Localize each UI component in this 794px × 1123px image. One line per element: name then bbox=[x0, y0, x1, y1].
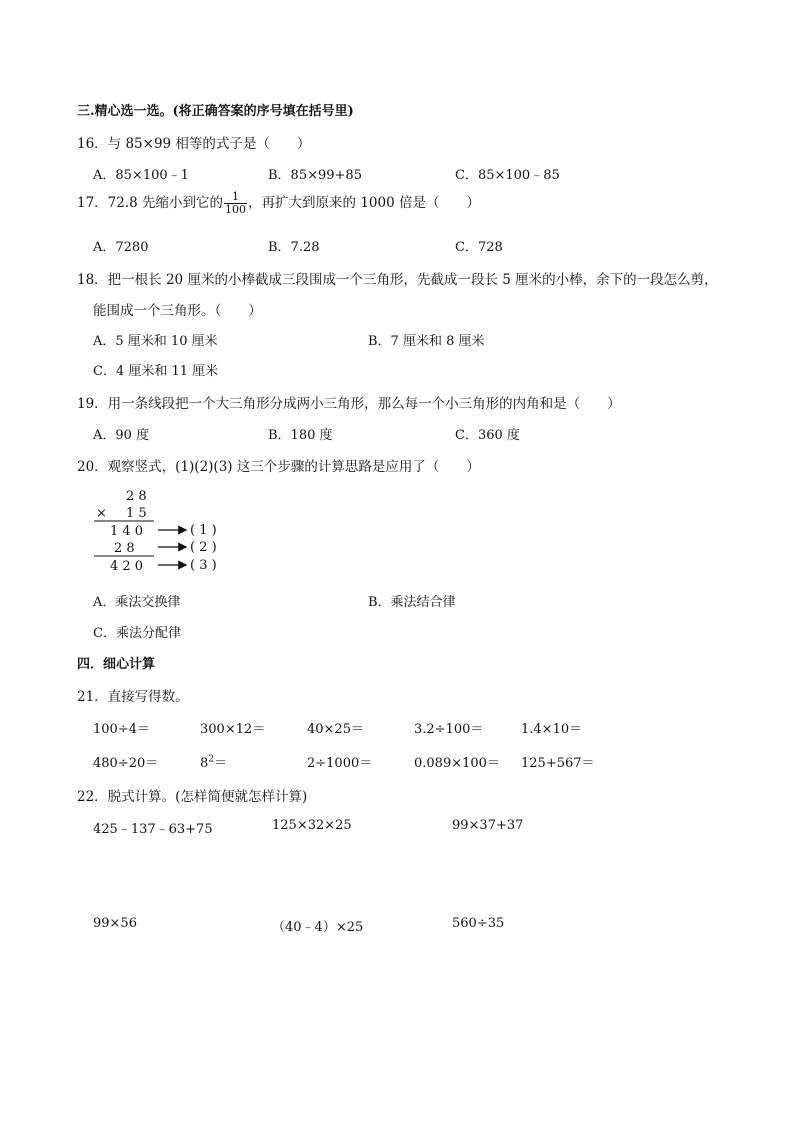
q18-option-a: A．5 厘米和 10 厘米 bbox=[93, 334, 218, 349]
q22-stem: 22．脱式计算。(怎样简便就怎样计算) bbox=[77, 789, 308, 805]
vertical-multiplication bbox=[80, 484, 240, 580]
q21-r1-item4: 3.2÷100＝ bbox=[414, 722, 484, 737]
q16-option-c: C．85×100﹣85 bbox=[455, 168, 560, 183]
q18-stem-line1: 18．把一根长 20 厘米的小棒截成三段围成一个三角形，先截成一段长 5 厘米的小棒，余下的一段怎么剪， bbox=[77, 272, 718, 288]
vm-multiply-sign: × bbox=[96, 506, 107, 521]
q20-stem: 20．观察竖式，(1)(2)(3) 这三个步骤的计算思路是应用了（ ） bbox=[77, 459, 480, 475]
vm-result: 4 2 0 bbox=[110, 559, 144, 574]
q21-r2-item2 bbox=[200, 752, 227, 771]
vm-partial-1: 1 4 0 bbox=[110, 524, 144, 539]
q22-r1-item3: 99×37+37 bbox=[452, 818, 524, 833]
q19-option-b: B．180 度 bbox=[268, 428, 333, 443]
q21-r2-item4: 0.089×100＝ bbox=[414, 756, 500, 771]
q19-option-c: C．360 度 bbox=[455, 428, 520, 443]
vm-multiplier: 1 5 bbox=[126, 506, 147, 521]
q22-r2-item3: 560÷35 bbox=[452, 916, 505, 931]
q17-option-c: C．728 bbox=[455, 240, 503, 255]
q17-stem-pre: 17．72.8 先缩小到它的 bbox=[77, 195, 224, 211]
q21-power-equals: ＝ bbox=[214, 756, 228, 771]
q21-r1-item2: 300×12＝ bbox=[200, 722, 266, 737]
vm-step-1: ( 1 ) bbox=[190, 523, 217, 538]
vm-partial-2: 2 8 bbox=[114, 541, 135, 556]
q16-stem: 16．与 85×99 相等的式子是（ ） bbox=[77, 136, 311, 152]
q22-r1-item1: 425﹣137﹣63+75 bbox=[93, 822, 213, 837]
q22-r2-item2: （40﹣4）×25 bbox=[272, 920, 364, 935]
q21-r2-item5: 125+567＝ bbox=[521, 756, 595, 771]
q20-option-a: A．乘法交换律 bbox=[93, 595, 181, 610]
q20-option-b: B．乘法结合律 bbox=[368, 595, 456, 610]
vm-step-3: ( 3 ) bbox=[190, 558, 217, 573]
q17-frac-den: 100 bbox=[225, 203, 247, 216]
q21-stem: 21．直接写得数。 bbox=[77, 689, 189, 705]
q21-power-base: 8 bbox=[200, 756, 209, 771]
section-4-title: 四．细心计算 bbox=[77, 657, 156, 672]
vm-step-2: ( 2 ) bbox=[190, 540, 217, 555]
q17-fraction bbox=[224, 191, 247, 216]
q16-option-a: A．85×100﹣1 bbox=[93, 168, 189, 183]
q19-stem: 19．用一条线段把一个大三角形分成两小三角形，那么每一个小三角形的内角和是（ ） bbox=[77, 396, 621, 412]
q17-option-a: A．7280 bbox=[93, 240, 149, 255]
vm-top-number: 2 8 bbox=[126, 489, 147, 504]
q19-option-a: A．90 度 bbox=[93, 428, 150, 443]
q21-r1-item3: 40×25＝ bbox=[307, 722, 364, 737]
q18-stem-line2: 能围成一个三角形。（ ） bbox=[93, 303, 262, 319]
q18-option-c: C．4 厘米和 11 厘米 bbox=[93, 364, 219, 379]
q22-r1-item2: 125×32×25 bbox=[272, 818, 352, 833]
q17-option-b: B．7.28 bbox=[268, 240, 320, 255]
section-3-title: 三.精心选一选。(将正确答案的序号填在括号里) bbox=[77, 104, 354, 119]
q18-option-b: B．7 厘米和 8 厘米 bbox=[368, 334, 485, 349]
q21-r1-item1: 100÷4＝ bbox=[93, 722, 150, 737]
q17-stem bbox=[77, 191, 480, 216]
q20-option-c: C．乘法分配律 bbox=[93, 626, 181, 641]
q21-power-exponent: 2 bbox=[208, 754, 215, 765]
q21-r1-item5: 1.4×10＝ bbox=[521, 722, 583, 737]
q21-r2-item3: 2÷1000＝ bbox=[307, 756, 373, 771]
q17-stem-post: ，再扩大到原来的 1000 倍是（ ） bbox=[248, 195, 480, 211]
q16-option-b: B．85×99+85 bbox=[268, 168, 362, 183]
q21-r2-item1: 480÷20＝ bbox=[93, 756, 159, 771]
q17-frac-num: 1 bbox=[224, 191, 247, 204]
q22-r2-item1: 99×56 bbox=[93, 916, 137, 931]
